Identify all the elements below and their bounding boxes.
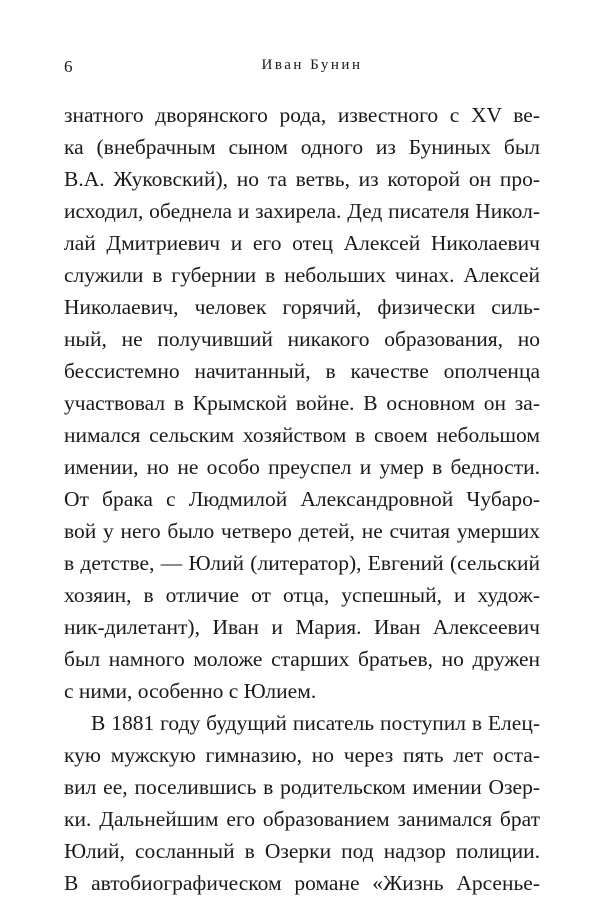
text-line: Юлий, сосланный в Озерки под надзор полиции.: [64, 839, 540, 863]
text-line: знатного дворянского рода, известного с XV ве-: [64, 103, 540, 127]
page-number: 6: [64, 57, 73, 76]
body-text: [64, 99, 540, 899]
text-line: вил ее, поселившись в родительском имении Озер-: [64, 775, 540, 799]
text-line: В.А. Жуковский), но та ветвь, из которой он про-: [64, 167, 540, 191]
text-line: был намного моложе старших братьев, но дружен: [64, 647, 540, 671]
text-line: служили в губернии в небольших чинах. Алексей: [64, 263, 540, 287]
text-line: ки. Дальнейшим его образованием занимался брат: [64, 807, 540, 831]
text-line: лай Дмитриевич и его отец Алексей Николаевич: [64, 231, 540, 255]
text-line: ник-дилетант), Иван и Мария. Иван Алексеевич: [64, 615, 540, 639]
text-line: исходил, обеднела и захирела. Дед писателя Никол-: [64, 199, 540, 223]
text-line: участвовал в Крымской войне. В основном он за-: [64, 391, 540, 415]
text-line: хозяин, в отличие от отца, успешный, и худож-: [64, 583, 540, 607]
text-line: имении, но не особо преуспел и умер в бедности.: [64, 455, 540, 479]
text-line: бессистемно начитанный, в качестве ополченца: [64, 359, 540, 383]
paragraph-end-line: с ними, особенно с Юлием.: [64, 679, 317, 703]
text-line: От брака с Людмилой Александровной Чубаро-: [64, 487, 540, 511]
text-line: кую мужскую гимназию, но через пять лет оста-: [64, 743, 540, 767]
text-line: ный, не получивший никакого образования, но: [64, 327, 540, 351]
text-line: вой у него было четверо детей, не считая умерших: [64, 519, 540, 543]
running-head: Иван Бунин: [261, 57, 363, 73]
page-header: [64, 57, 540, 79]
text-line: в детстве, — Юлий (литератор), Евгений (сельский: [64, 551, 540, 575]
text-line: В автобиографическом романе «Жизнь Арсенье-: [64, 871, 540, 895]
text-line: ка (внебрачным сыном одного из Буниных был: [64, 135, 540, 159]
text-line: Николаевич, человек горячий, физически силь-: [64, 295, 540, 319]
text-line: нимался сельским хозяйством в своем небольшом: [64, 423, 540, 447]
paragraph-start-line: В 1881 году будущий писатель поступил в Елец-: [91, 711, 540, 735]
